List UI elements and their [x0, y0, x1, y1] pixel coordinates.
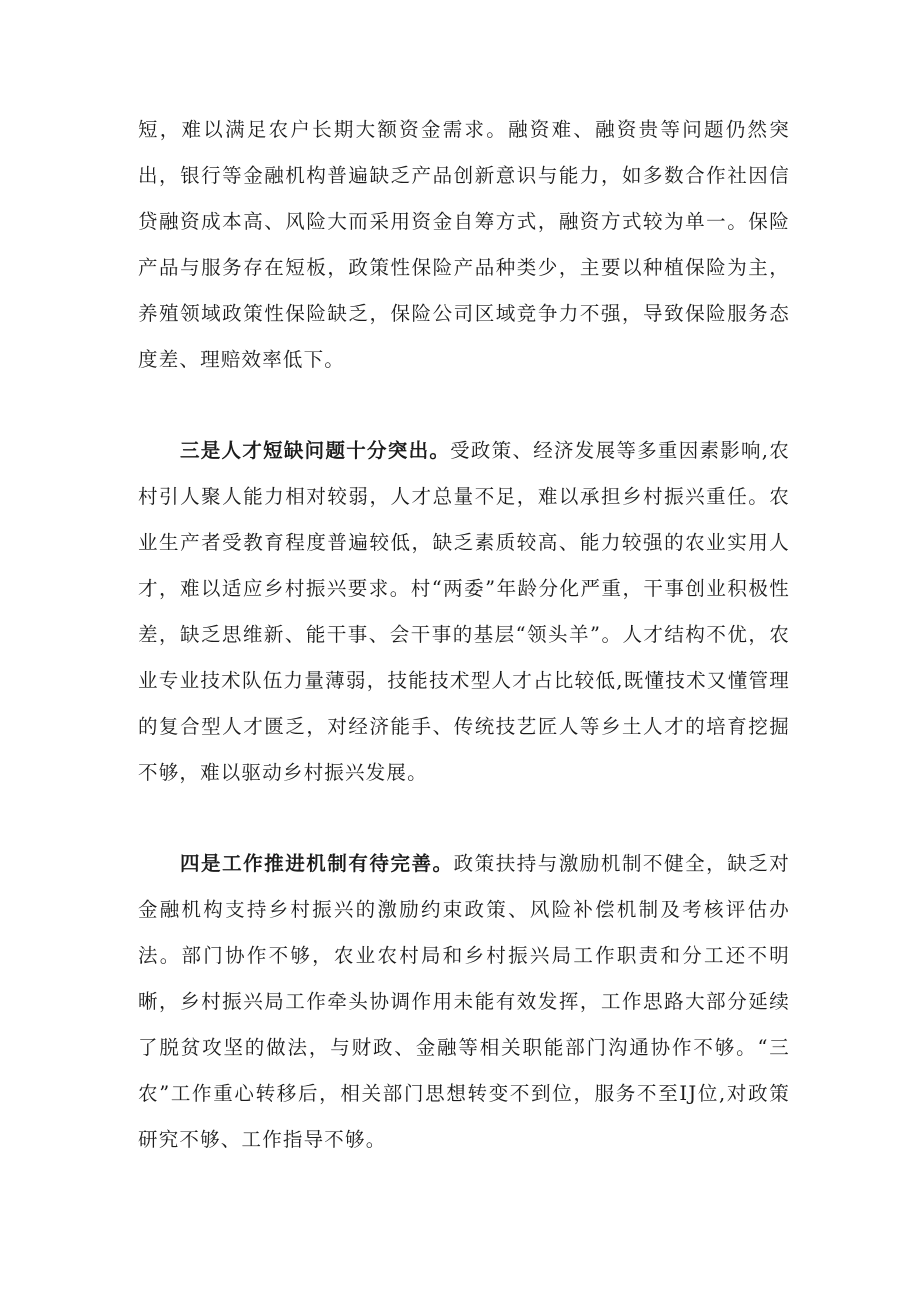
paragraph-gap — [138, 383, 790, 428]
paragraph-text: 受政策、经济发展等多重因素影响,农村引人聚人能力相对较弱，人才总量不足，难以承担乡村振兴重任。农业生产者受教育程度普遍较低，缺乏素质较高、能力较强的农业实用人才，难以适应乡村振兴要求。村“两委”年龄分化严重，干事创业积极性差，缺乏思维新、能干事、会干事的基层“领头羊”。人才结构不优，农业专业技术队伍力量薄弱，技能技术型人才占比较低,既懂技术又懂管理的复合型人才匮乏，对经济能手、传统技艺匠人等乡土人才的培育挖掘不够，难以驱动乡村振兴发展。 — [138, 439, 790, 784]
paragraph-text: 政策扶持与激励机制不健全，缺乏对金融机构支持乡村振兴的激励约束政策、风险补偿机制及考核评估办法。部门协作不够，农业农村局和乡村振兴局工作职责和分工还不明晰，乡村振兴局工作牵头协调作用未能有效发挥，工作思路大部分延续了脱贫攻坚的做法，与财政、金融等相关职能部门沟通协作不够。“三农”工作重心转移后，相关部门思想转变不到位，服务不至IJ位,对政策研究不够、工作指导不够。 — [138, 852, 790, 1151]
paragraph-talent-shortage — [138, 428, 790, 796]
document-page — [138, 107, 790, 1163]
paragraph-finance-issues — [138, 107, 790, 383]
paragraph-work-mechanism — [138, 841, 790, 1163]
paragraph-heading: 三是人才短缺问题十分突出。 — [180, 439, 451, 462]
paragraph-gap — [138, 796, 790, 841]
paragraph-heading: 四是工作推进机制有待完善。 — [180, 852, 454, 875]
paragraph-text: 短，难以满足农户长期大额资金需求。融资难、融资贵等问题仍然突出，银行等金融机构普遍缺乏产品创新意识与能力，如多数合作社因信贷融资成本高、风险大而采用资金自筹方式，融资方式较为单一。保险产品与服务存在短板，政策性保险产品种类少，主要以种植保险为主，养殖领域政策性保险缺乏，保险公司区域竞争力不强，导致保险服务态度差、理赔效率低下。 — [138, 118, 790, 371]
